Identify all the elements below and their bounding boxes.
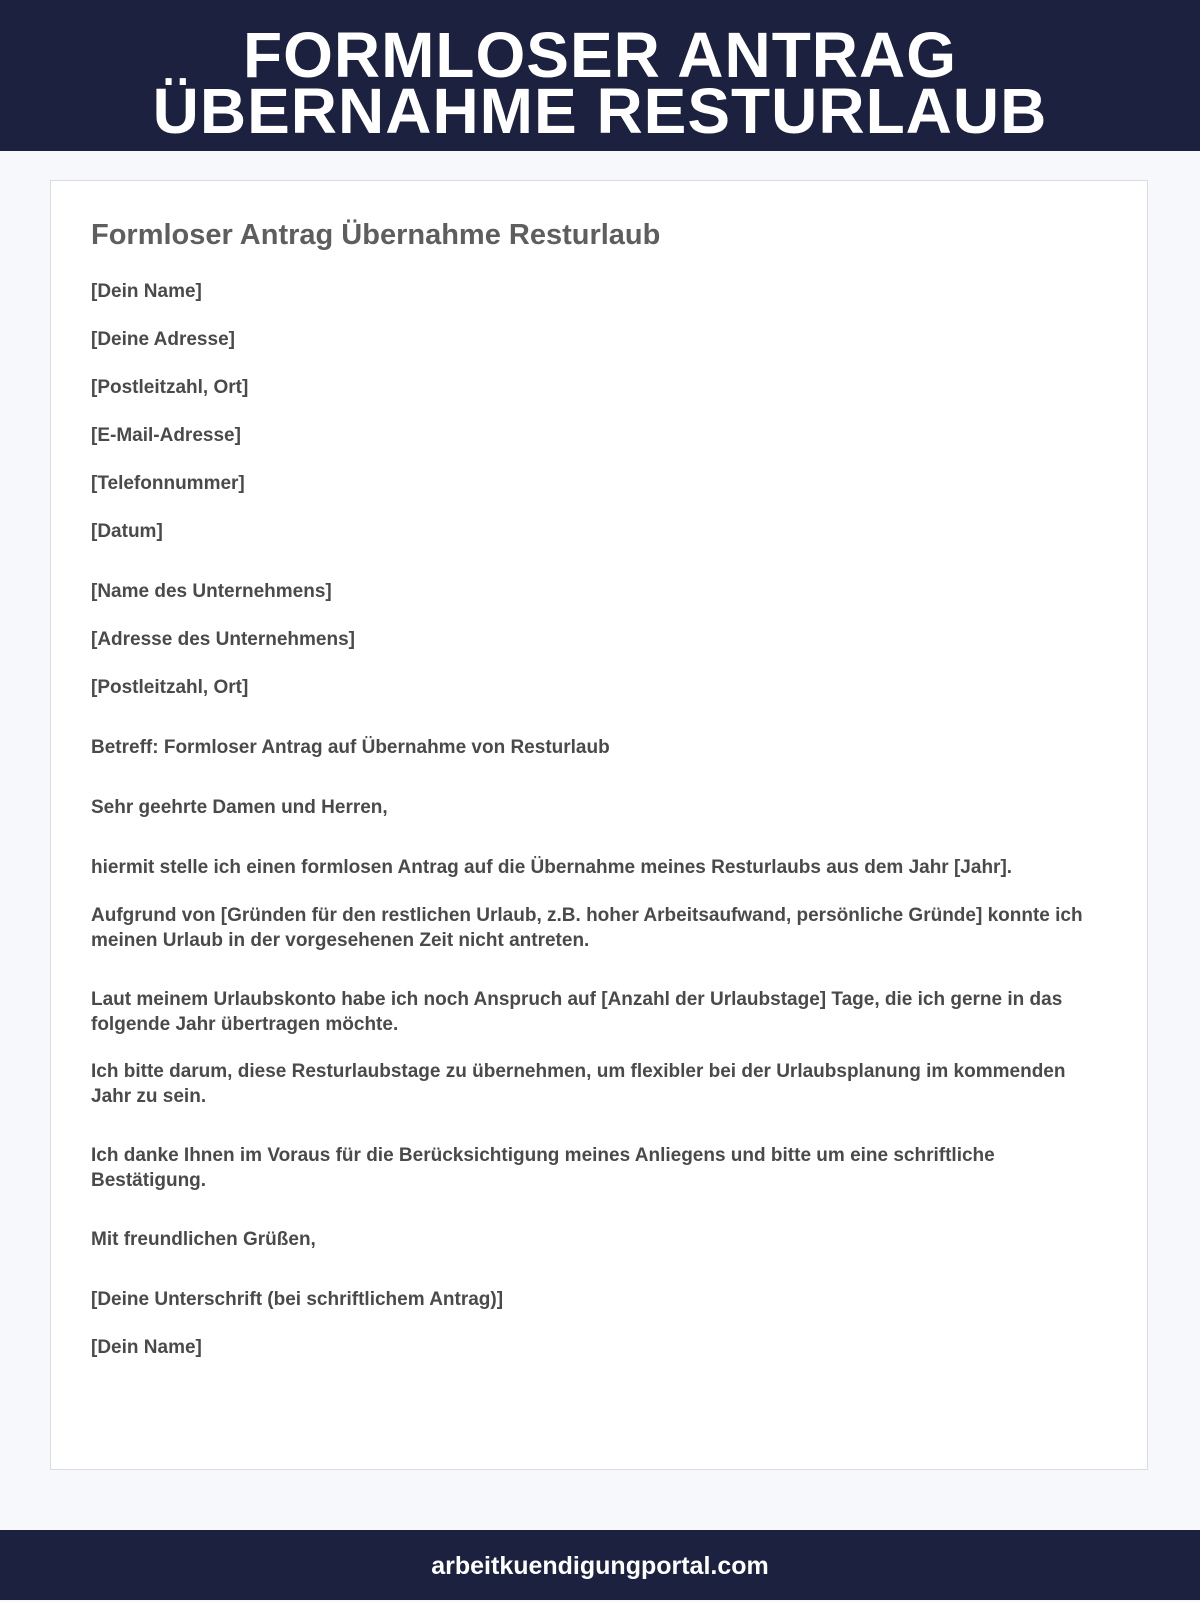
recipient-company: [Name des Unternehmens] xyxy=(91,581,332,602)
recipient-postal-city: [Postleitzahl, Ort] xyxy=(91,677,249,698)
document-title: Formloser Antrag Übernahme Resturlaub xyxy=(91,219,661,251)
sender-email: [E-Mail-Adresse] xyxy=(91,425,241,446)
sender-postal-city: [Postleitzahl, Ort] xyxy=(91,377,249,398)
letter-date: [Datum] xyxy=(91,521,163,542)
signature-placeholder: [Deine Unterschrift (bei schriftlichem Antrag)] xyxy=(91,1289,504,1310)
letter-subject: Betreff: Formloser Antrag auf Übernahme von Resturlaub xyxy=(91,737,610,758)
header-title-line-2: ÜBERNAHME RESTURLAUB xyxy=(152,75,1048,147)
sender-name: [Dein Name] xyxy=(91,281,202,302)
signature-name: [Dein Name] xyxy=(91,1337,202,1358)
body-paragraph: Laut meinem Urlaubskonto habe ich noch Anspruch auf [Anzahl der Urlaubstage] Tage, die ich gerne in das folgende Jahr übertragen möchte. xyxy=(91,989,1063,1035)
body-paragraph: hiermit stelle ich einen formlosen Antrag auf die Übernahme meines Resturlaubs aus dem Jahr [Jahr]. xyxy=(91,857,1013,878)
letter-closing: Mit freundlichen Grüßen, xyxy=(91,1229,316,1250)
body-paragraph: Ich bitte darum, diese Resturlaubstage zu übernehmen, um flexibler bei der Urlaubsplanung im kommenden Jahr zu sein. xyxy=(91,1061,1066,1107)
letter-salutation: Sehr geehrte Damen und Herren, xyxy=(91,797,388,818)
header-title-line-1: FORMLOSER ANTRAG xyxy=(242,19,958,91)
sender-phone: [Telefonnummer] xyxy=(91,473,245,494)
body-paragraph: Aufgrund von [Gründen für den restlichen Urlaub, z.B. hoher Arbeitsaufwand, persönliche Gründe] konnte ich meinen Urlaub in der vorgesehenen Zeit nicht antreten. xyxy=(91,905,1083,951)
page-footer xyxy=(0,1530,1200,1600)
recipient-address: [Adresse des Unternehmens] xyxy=(91,629,355,650)
sender-address: [Deine Adresse] xyxy=(91,329,235,350)
document-card xyxy=(50,180,1148,1470)
page-header xyxy=(0,0,1200,151)
body-paragraph: Ich danke Ihnen im Voraus für die Berücksichtigung meines Anliegens und bitte um eine schriftliche Bestätigung. xyxy=(91,1145,995,1191)
footer-site-link[interactable]: arbeitkuendigungportal.com xyxy=(431,1552,769,1580)
